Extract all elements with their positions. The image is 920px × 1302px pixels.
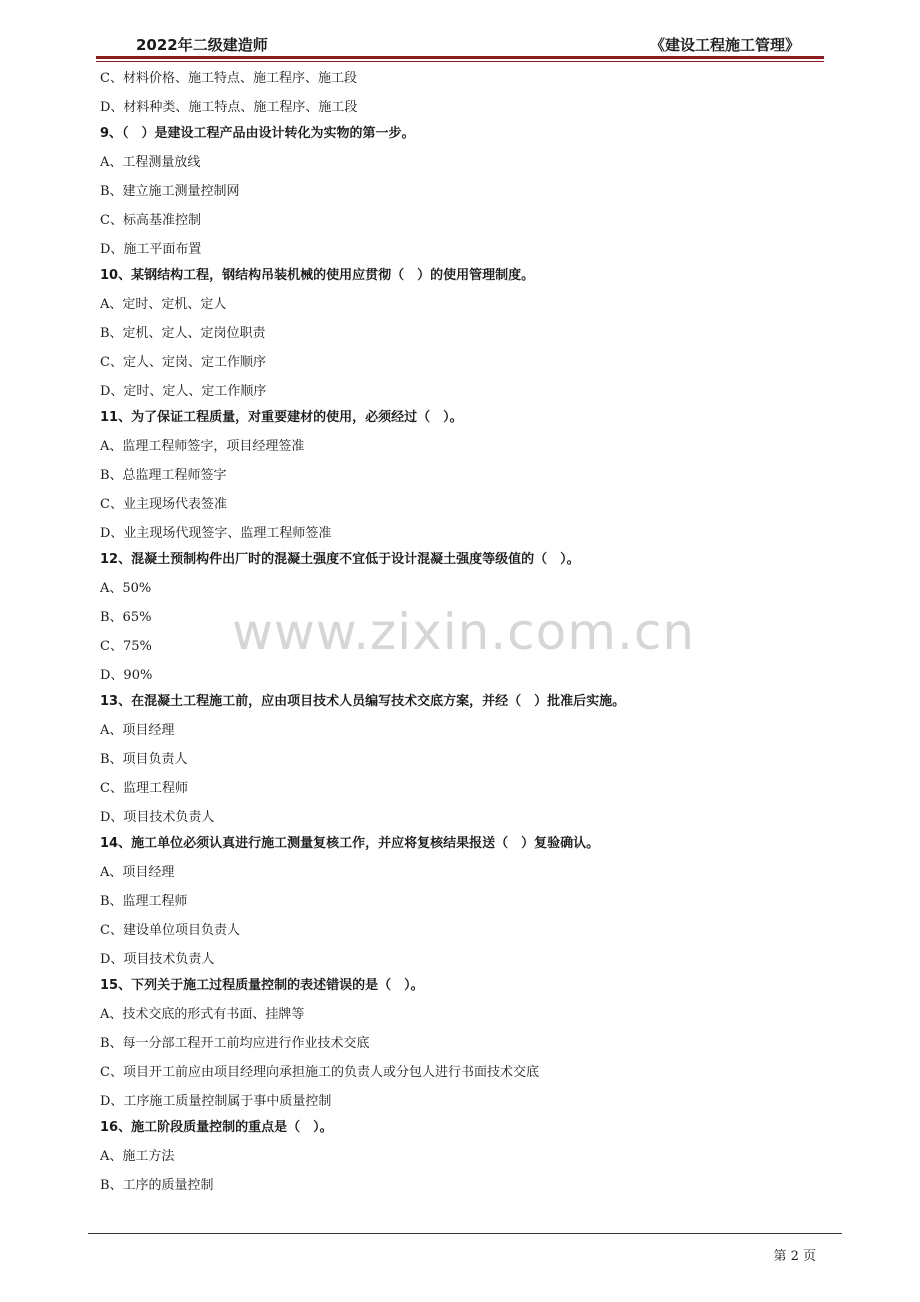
watermark: www.zixin.com.cn [232,603,696,661]
question-line: 14、施工单位必须认真进行施工测量复核工作，并应将复核结果报送（ ）复验确认。 [100,836,600,851]
question-line: 16、施工阶段质量控制的重点是（ ）。 [100,1120,333,1135]
option-line: D、材料种类、施工特点、施工程序、施工段 [100,100,358,115]
question-line: 12、混凝土预制构件出厂时的混凝土强度不宜低于设计混凝土强度等级值的（ ）。 [100,552,580,567]
option-line: D、业主现场代现签字、监理工程师签准 [100,526,332,541]
question-line: 10、某钢结构工程，钢结构吊装机械的使用应贯彻（ ）的使用管理制度。 [100,268,535,283]
option-line: A、项目经理 [100,865,175,880]
option-line: A、定时、定机、定人 [100,297,227,312]
header-divider-thin [96,61,824,62]
option-line: B、定机、定人、定岗位职责 [100,326,266,341]
page-number: 第 2 页 [773,1249,816,1264]
option-line: C、项目开工前应由项目经理向承担施工的负责人或分包人进行书面技术交底 [100,1065,539,1080]
option-line: C、业主现场代表签准 [100,497,227,512]
option-line: D、项目技术负责人 [100,810,215,825]
option-line: D、90% [100,668,153,683]
option-line: D、工序施工质量控制属于事中质量控制 [100,1094,332,1109]
option-line: A、工程测量放线 [100,155,201,170]
header-exam-title: 2022年二级建造师 [136,36,268,54]
header-book-title: 《建设工程施工管理》 [649,36,800,54]
option-line: A、50% [100,581,152,596]
option-line: B、监理工程师 [100,894,188,909]
question-line: 15、下列关于施工过程质量控制的表述错误的是（ ）。 [100,978,424,993]
option-line: A、项目经理 [100,723,175,738]
option-line: B、建立施工测量控制网 [100,184,240,199]
page-header [96,30,824,56]
option-line: A、技术交底的形式有书面、挂牌等 [100,1007,305,1022]
footer-divider [88,1233,842,1234]
option-line: B、65% [100,610,152,625]
option-line: C、监理工程师 [100,781,188,796]
option-line: A、监理工程师签字，项目经理签准 [100,439,305,454]
option-line: D、施工平面布置 [100,242,202,257]
option-line: B、项目负责人 [100,752,188,767]
option-line: C、75% [100,639,152,654]
option-line: D、项目技术负责人 [100,952,215,967]
question-line: 9、（ ）是建设工程产品由设计转化为实物的第一步。 [100,126,415,141]
option-line: C、标高基准控制 [100,213,201,228]
option-line: C、定人、定岗、定工作顺序 [100,355,266,370]
header-divider [96,56,824,59]
option-line: A、施工方法 [100,1149,175,1164]
question-line: 13、在混凝土工程施工前，应由项目技术人员编写技术交底方案，并经（ ）批准后实施。 [100,694,626,709]
option-line: B、总监理工程师签字 [100,468,227,483]
option-line: C、建设单位项目负责人 [100,923,240,938]
option-line: C、材料价格、施工特点、施工程序、施工段 [100,71,357,86]
option-line: D、定时、定人、定工作顺序 [100,384,267,399]
option-line: B、每一分部工程开工前均应进行作业技术交底 [100,1036,370,1051]
question-line: 11、为了保证工程质量，对重要建材的使用，必须经过（ ）。 [100,410,463,425]
option-line: B、工序的质量控制 [100,1178,214,1193]
